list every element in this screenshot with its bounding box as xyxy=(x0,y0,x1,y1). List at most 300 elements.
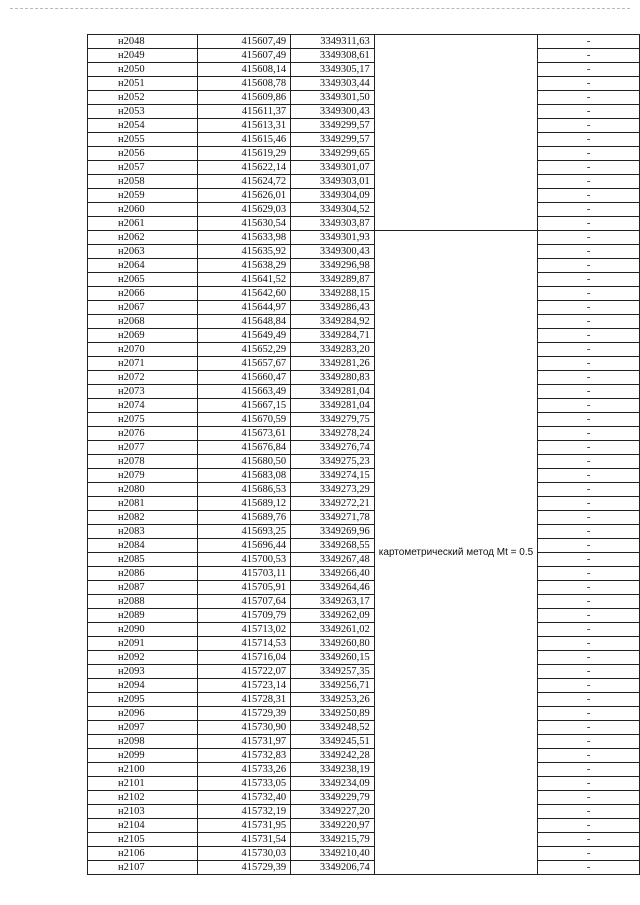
x-coordinate-cell: 415624,72 xyxy=(198,175,291,189)
y-coordinate-cell: 3349272,21 xyxy=(291,497,375,511)
y-coordinate-cell: 3349206,74 xyxy=(291,861,375,875)
delta-cell: - xyxy=(538,357,640,371)
delta-cell: - xyxy=(538,259,640,273)
table-row xyxy=(88,259,640,273)
table-row xyxy=(88,511,640,525)
table-row xyxy=(88,105,640,119)
table-row xyxy=(88,469,640,483)
point-id-cell: н2066 xyxy=(88,287,198,301)
y-coordinate-cell: 3349299,57 xyxy=(291,119,375,133)
x-coordinate-cell: 415629,03 xyxy=(198,203,291,217)
delta-cell: - xyxy=(538,833,640,847)
x-coordinate-cell: 415730,90 xyxy=(198,721,291,735)
x-coordinate-cell: 415689,12 xyxy=(198,497,291,511)
table-row xyxy=(88,357,640,371)
delta-cell: - xyxy=(538,189,640,203)
point-id-cell: н2106 xyxy=(88,847,198,861)
point-id-cell: н2071 xyxy=(88,357,198,371)
delta-cell: - xyxy=(538,861,640,875)
table-row xyxy=(88,707,640,721)
y-coordinate-cell: 3349210,40 xyxy=(291,847,375,861)
delta-cell: - xyxy=(538,609,640,623)
point-id-cell: н2073 xyxy=(88,385,198,399)
delta-cell: - xyxy=(538,693,640,707)
x-coordinate-cell: 415607,49 xyxy=(198,49,291,63)
table-row xyxy=(88,427,640,441)
table-row xyxy=(88,301,640,315)
delta-cell: - xyxy=(538,301,640,315)
point-id-cell: н2080 xyxy=(88,483,198,497)
x-coordinate-cell: 415713,02 xyxy=(198,623,291,637)
delta-cell: - xyxy=(538,245,640,259)
delta-cell: - xyxy=(538,637,640,651)
table-row xyxy=(88,91,640,105)
method-cell: картометрический метод Mt = 0.5 xyxy=(374,231,537,875)
y-coordinate-cell: 3349299,65 xyxy=(291,147,375,161)
delta-cell: - xyxy=(538,469,640,483)
table-row xyxy=(88,553,640,567)
x-coordinate-cell: 415608,14 xyxy=(198,63,291,77)
table-row xyxy=(88,777,640,791)
delta-cell: - xyxy=(538,651,640,665)
table-row xyxy=(88,749,640,763)
x-coordinate-cell: 415729,39 xyxy=(198,861,291,875)
table-row xyxy=(88,175,640,189)
y-coordinate-cell: 3349304,52 xyxy=(291,203,375,217)
delta-cell: - xyxy=(538,525,640,539)
x-coordinate-cell: 415667,15 xyxy=(198,399,291,413)
x-coordinate-cell: 415680,50 xyxy=(198,455,291,469)
scan-artifact-line xyxy=(10,8,630,9)
coordinates-table-body xyxy=(88,35,640,875)
table-row xyxy=(88,833,640,847)
x-coordinate-cell: 415663,49 xyxy=(198,385,291,399)
table-row xyxy=(88,679,640,693)
delta-cell: - xyxy=(538,287,640,301)
x-coordinate-cell: 415733,26 xyxy=(198,763,291,777)
point-id-cell: н2105 xyxy=(88,833,198,847)
delta-cell: - xyxy=(538,231,640,245)
table-row xyxy=(88,385,640,399)
point-id-cell: н2064 xyxy=(88,259,198,273)
delta-cell: - xyxy=(538,399,640,413)
delta-cell: - xyxy=(538,665,640,679)
y-coordinate-cell: 3349227,20 xyxy=(291,805,375,819)
point-id-cell: н2050 xyxy=(88,63,198,77)
table-row xyxy=(88,203,640,217)
x-coordinate-cell: 415732,83 xyxy=(198,749,291,763)
delta-cell: - xyxy=(538,623,640,637)
x-coordinate-cell: 415733,05 xyxy=(198,777,291,791)
point-id-cell: н2061 xyxy=(88,217,198,231)
y-coordinate-cell: 3349260,80 xyxy=(291,637,375,651)
y-coordinate-cell: 3349268,55 xyxy=(291,539,375,553)
y-coordinate-cell: 3349275,23 xyxy=(291,455,375,469)
y-coordinate-cell: 3349300,43 xyxy=(291,105,375,119)
y-coordinate-cell: 3349303,87 xyxy=(291,217,375,231)
point-id-cell: н2081 xyxy=(88,497,198,511)
y-coordinate-cell: 3349273,29 xyxy=(291,483,375,497)
y-coordinate-cell: 3349301,93 xyxy=(291,231,375,245)
delta-cell: - xyxy=(538,427,640,441)
y-coordinate-cell: 3349280,83 xyxy=(291,371,375,385)
table-row xyxy=(88,693,640,707)
table-row xyxy=(88,133,640,147)
y-coordinate-cell: 3349269,96 xyxy=(291,525,375,539)
delta-cell: - xyxy=(538,707,640,721)
point-id-cell: н2088 xyxy=(88,595,198,609)
table-row xyxy=(88,581,640,595)
table-row xyxy=(88,231,640,245)
delta-cell: - xyxy=(538,413,640,427)
point-id-cell: н2076 xyxy=(88,427,198,441)
delta-cell: - xyxy=(538,329,640,343)
table-row xyxy=(88,329,640,343)
table-row xyxy=(88,623,640,637)
table-row xyxy=(88,567,640,581)
delta-cell: - xyxy=(538,721,640,735)
x-coordinate-cell: 415608,78 xyxy=(198,77,291,91)
x-coordinate-cell: 415642,60 xyxy=(198,287,291,301)
delta-cell: - xyxy=(538,777,640,791)
delta-cell: - xyxy=(538,595,640,609)
method-cell xyxy=(374,35,537,231)
x-coordinate-cell: 415607,49 xyxy=(198,35,291,49)
delta-cell: - xyxy=(538,581,640,595)
y-coordinate-cell: 3349279,75 xyxy=(291,413,375,427)
table-row xyxy=(88,595,640,609)
y-coordinate-cell: 3349281,26 xyxy=(291,357,375,371)
delta-cell: - xyxy=(538,553,640,567)
point-id-cell: н2060 xyxy=(88,203,198,217)
table-row xyxy=(88,651,640,665)
point-id-cell: н2078 xyxy=(88,455,198,469)
delta-cell: - xyxy=(538,91,640,105)
delta-cell: - xyxy=(538,385,640,399)
x-coordinate-cell: 415729,39 xyxy=(198,707,291,721)
delta-cell: - xyxy=(538,819,640,833)
table-row xyxy=(88,399,640,413)
point-id-cell: н2067 xyxy=(88,301,198,315)
table-row xyxy=(88,483,640,497)
table-row xyxy=(88,861,640,875)
table-row xyxy=(88,119,640,133)
x-coordinate-cell: 415730,03 xyxy=(198,847,291,861)
delta-cell: - xyxy=(538,679,640,693)
delta-cell: - xyxy=(538,343,640,357)
x-coordinate-cell: 415673,61 xyxy=(198,427,291,441)
point-id-cell: н2097 xyxy=(88,721,198,735)
table-row xyxy=(88,665,640,679)
table-row xyxy=(88,791,640,805)
x-coordinate-cell: 415705,91 xyxy=(198,581,291,595)
y-coordinate-cell: 3349278,24 xyxy=(291,427,375,441)
point-id-cell: н2079 xyxy=(88,469,198,483)
table-row xyxy=(88,49,640,63)
delta-cell: - xyxy=(538,175,640,189)
point-id-cell: н2054 xyxy=(88,119,198,133)
delta-cell: - xyxy=(538,133,640,147)
table-row xyxy=(88,63,640,77)
x-coordinate-cell: 415633,98 xyxy=(198,231,291,245)
x-coordinate-cell: 415649,49 xyxy=(198,329,291,343)
delta-cell: - xyxy=(538,161,640,175)
point-id-cell: н2090 xyxy=(88,623,198,637)
table-row xyxy=(88,343,640,357)
y-coordinate-cell: 3349286,43 xyxy=(291,301,375,315)
x-coordinate-cell: 415716,04 xyxy=(198,651,291,665)
y-coordinate-cell: 3349250,89 xyxy=(291,707,375,721)
y-coordinate-cell: 3349308,61 xyxy=(291,49,375,63)
table-row xyxy=(88,161,640,175)
coordinates-table xyxy=(87,34,640,875)
table-row xyxy=(88,77,640,91)
y-coordinate-cell: 3349303,44 xyxy=(291,77,375,91)
x-coordinate-cell: 415731,54 xyxy=(198,833,291,847)
x-coordinate-cell: 415722,07 xyxy=(198,665,291,679)
delta-cell: - xyxy=(538,217,640,231)
delta-cell: - xyxy=(538,847,640,861)
y-coordinate-cell: 3349284,71 xyxy=(291,329,375,343)
table-row xyxy=(88,217,640,231)
point-id-cell: н2063 xyxy=(88,245,198,259)
y-coordinate-cell: 3349220,97 xyxy=(291,819,375,833)
point-id-cell: н2085 xyxy=(88,553,198,567)
point-id-cell: н2056 xyxy=(88,147,198,161)
x-coordinate-cell: 415641,52 xyxy=(198,273,291,287)
delta-cell: - xyxy=(538,119,640,133)
y-coordinate-cell: 3349253,26 xyxy=(291,693,375,707)
point-id-cell: н2102 xyxy=(88,791,198,805)
y-coordinate-cell: 3349274,15 xyxy=(291,469,375,483)
point-id-cell: н2092 xyxy=(88,651,198,665)
x-coordinate-cell: 415657,67 xyxy=(198,357,291,371)
table-row xyxy=(88,721,640,735)
point-id-cell: н2065 xyxy=(88,273,198,287)
x-coordinate-cell: 415630,54 xyxy=(198,217,291,231)
point-id-cell: н2059 xyxy=(88,189,198,203)
y-coordinate-cell: 3349238,19 xyxy=(291,763,375,777)
delta-cell: - xyxy=(538,77,640,91)
table-row xyxy=(88,147,640,161)
x-coordinate-cell: 415652,29 xyxy=(198,343,291,357)
point-id-cell: н2053 xyxy=(88,105,198,119)
point-id-cell: н2093 xyxy=(88,665,198,679)
y-coordinate-cell: 3349248,52 xyxy=(291,721,375,735)
y-coordinate-cell: 3349304,09 xyxy=(291,189,375,203)
delta-cell: - xyxy=(538,763,640,777)
y-coordinate-cell: 3349283,20 xyxy=(291,343,375,357)
x-coordinate-cell: 415648,84 xyxy=(198,315,291,329)
table-row xyxy=(88,805,640,819)
x-coordinate-cell: 415644,97 xyxy=(198,301,291,315)
x-coordinate-cell: 415635,92 xyxy=(198,245,291,259)
x-coordinate-cell: 415732,40 xyxy=(198,791,291,805)
y-coordinate-cell: 3349289,87 xyxy=(291,273,375,287)
x-coordinate-cell: 415670,59 xyxy=(198,413,291,427)
table-row xyxy=(88,735,640,749)
delta-cell: - xyxy=(538,483,640,497)
y-coordinate-cell: 3349245,51 xyxy=(291,735,375,749)
point-id-cell: н2083 xyxy=(88,525,198,539)
table-row xyxy=(88,609,640,623)
x-coordinate-cell: 415619,29 xyxy=(198,147,291,161)
table-row xyxy=(88,413,640,427)
delta-cell: - xyxy=(538,49,640,63)
point-id-cell: н2086 xyxy=(88,567,198,581)
point-id-cell: н2055 xyxy=(88,133,198,147)
point-id-cell: н2103 xyxy=(88,805,198,819)
point-id-cell: н2100 xyxy=(88,763,198,777)
point-id-cell: н2072 xyxy=(88,371,198,385)
point-id-cell: н2049 xyxy=(88,49,198,63)
delta-cell: - xyxy=(538,497,640,511)
point-id-cell: н2069 xyxy=(88,329,198,343)
y-coordinate-cell: 3349288,15 xyxy=(291,287,375,301)
point-id-cell: н2084 xyxy=(88,539,198,553)
point-id-cell: н2095 xyxy=(88,693,198,707)
y-coordinate-cell: 3349215,79 xyxy=(291,833,375,847)
y-coordinate-cell: 3349300,43 xyxy=(291,245,375,259)
delta-cell: - xyxy=(538,791,640,805)
delta-cell: - xyxy=(538,371,640,385)
point-id-cell: н2098 xyxy=(88,735,198,749)
y-coordinate-cell: 3349284,92 xyxy=(291,315,375,329)
x-coordinate-cell: 415683,08 xyxy=(198,469,291,483)
delta-cell: - xyxy=(538,203,640,217)
delta-cell: - xyxy=(538,63,640,77)
y-coordinate-cell: 3349305,17 xyxy=(291,63,375,77)
y-coordinate-cell: 3349276,74 xyxy=(291,441,375,455)
point-id-cell: н2074 xyxy=(88,399,198,413)
point-id-cell: н2101 xyxy=(88,777,198,791)
y-coordinate-cell: 3349281,04 xyxy=(291,399,375,413)
x-coordinate-cell: 415728,31 xyxy=(198,693,291,707)
point-id-cell: н2051 xyxy=(88,77,198,91)
x-coordinate-cell: 415709,79 xyxy=(198,609,291,623)
point-id-cell: н2058 xyxy=(88,175,198,189)
delta-cell: - xyxy=(538,455,640,469)
table-row xyxy=(88,539,640,553)
delta-cell: - xyxy=(538,315,640,329)
x-coordinate-cell: 415714,53 xyxy=(198,637,291,651)
y-coordinate-cell: 3349234,09 xyxy=(291,777,375,791)
point-id-cell: н2077 xyxy=(88,441,198,455)
table-row xyxy=(88,455,640,469)
y-coordinate-cell: 3349281,04 xyxy=(291,385,375,399)
delta-cell: - xyxy=(538,511,640,525)
x-coordinate-cell: 415731,95 xyxy=(198,819,291,833)
delta-cell: - xyxy=(538,105,640,119)
y-coordinate-cell: 3349303,01 xyxy=(291,175,375,189)
x-coordinate-cell: 415693,25 xyxy=(198,525,291,539)
point-id-cell: н2099 xyxy=(88,749,198,763)
y-coordinate-cell: 3349301,50 xyxy=(291,91,375,105)
delta-cell: - xyxy=(538,273,640,287)
y-coordinate-cell: 3349262,09 xyxy=(291,609,375,623)
point-id-cell: н2107 xyxy=(88,861,198,875)
delta-cell: - xyxy=(538,147,640,161)
delta-cell: - xyxy=(538,735,640,749)
delta-cell: - xyxy=(538,441,640,455)
x-coordinate-cell: 415723,14 xyxy=(198,679,291,693)
y-coordinate-cell: 3349266,40 xyxy=(291,567,375,581)
x-coordinate-cell: 415611,37 xyxy=(198,105,291,119)
delta-cell: - xyxy=(538,539,640,553)
table-row xyxy=(88,763,640,777)
table-row xyxy=(88,189,640,203)
table-row xyxy=(88,441,640,455)
point-id-cell: н2089 xyxy=(88,609,198,623)
point-id-cell: н2087 xyxy=(88,581,198,595)
y-coordinate-cell: 3349271,78 xyxy=(291,511,375,525)
x-coordinate-cell: 415638,29 xyxy=(198,259,291,273)
x-coordinate-cell: 415686,53 xyxy=(198,483,291,497)
y-coordinate-cell: 3349263,17 xyxy=(291,595,375,609)
point-id-cell: н2057 xyxy=(88,161,198,175)
point-id-cell: н2048 xyxy=(88,35,198,49)
y-coordinate-cell: 3349267,48 xyxy=(291,553,375,567)
y-coordinate-cell: 3349311,63 xyxy=(291,35,375,49)
x-coordinate-cell: 415626,01 xyxy=(198,189,291,203)
y-coordinate-cell: 3349261,02 xyxy=(291,623,375,637)
point-id-cell: н2062 xyxy=(88,231,198,245)
point-id-cell: н2052 xyxy=(88,91,198,105)
y-coordinate-cell: 3349299,57 xyxy=(291,133,375,147)
table-row xyxy=(88,637,640,651)
point-id-cell: н2068 xyxy=(88,315,198,329)
x-coordinate-cell: 415613,31 xyxy=(198,119,291,133)
table-row xyxy=(88,819,640,833)
delta-cell: - xyxy=(538,749,640,763)
point-id-cell: н2104 xyxy=(88,819,198,833)
x-coordinate-cell: 415700,53 xyxy=(198,553,291,567)
x-coordinate-cell: 415615,46 xyxy=(198,133,291,147)
point-id-cell: н2082 xyxy=(88,511,198,525)
y-coordinate-cell: 3349256,71 xyxy=(291,679,375,693)
point-id-cell: н2096 xyxy=(88,707,198,721)
table-row xyxy=(88,847,640,861)
point-id-cell: н2091 xyxy=(88,637,198,651)
delta-cell: - xyxy=(538,35,640,49)
y-coordinate-cell: 3349264,46 xyxy=(291,581,375,595)
table-row xyxy=(88,525,640,539)
x-coordinate-cell: 415622,14 xyxy=(198,161,291,175)
y-coordinate-cell: 3349301,07 xyxy=(291,161,375,175)
table-row xyxy=(88,315,640,329)
y-coordinate-cell: 3349229,79 xyxy=(291,791,375,805)
table-row xyxy=(88,287,640,301)
table-row xyxy=(88,35,640,49)
point-id-cell: н2075 xyxy=(88,413,198,427)
table-row xyxy=(88,273,640,287)
x-coordinate-cell: 415703,11 xyxy=(198,567,291,581)
y-coordinate-cell: 3349260,15 xyxy=(291,651,375,665)
x-coordinate-cell: 415609,86 xyxy=(198,91,291,105)
x-coordinate-cell: 415660,47 xyxy=(198,371,291,385)
y-coordinate-cell: 3349242,28 xyxy=(291,749,375,763)
point-id-cell: н2094 xyxy=(88,679,198,693)
point-id-cell: н2070 xyxy=(88,343,198,357)
x-coordinate-cell: 415732,19 xyxy=(198,805,291,819)
x-coordinate-cell: 415689,76 xyxy=(198,511,291,525)
y-coordinate-cell: 3349296,98 xyxy=(291,259,375,273)
table-row xyxy=(88,245,640,259)
y-coordinate-cell: 3349257,35 xyxy=(291,665,375,679)
x-coordinate-cell: 415676,84 xyxy=(198,441,291,455)
delta-cell: - xyxy=(538,567,640,581)
table-row xyxy=(88,497,640,511)
